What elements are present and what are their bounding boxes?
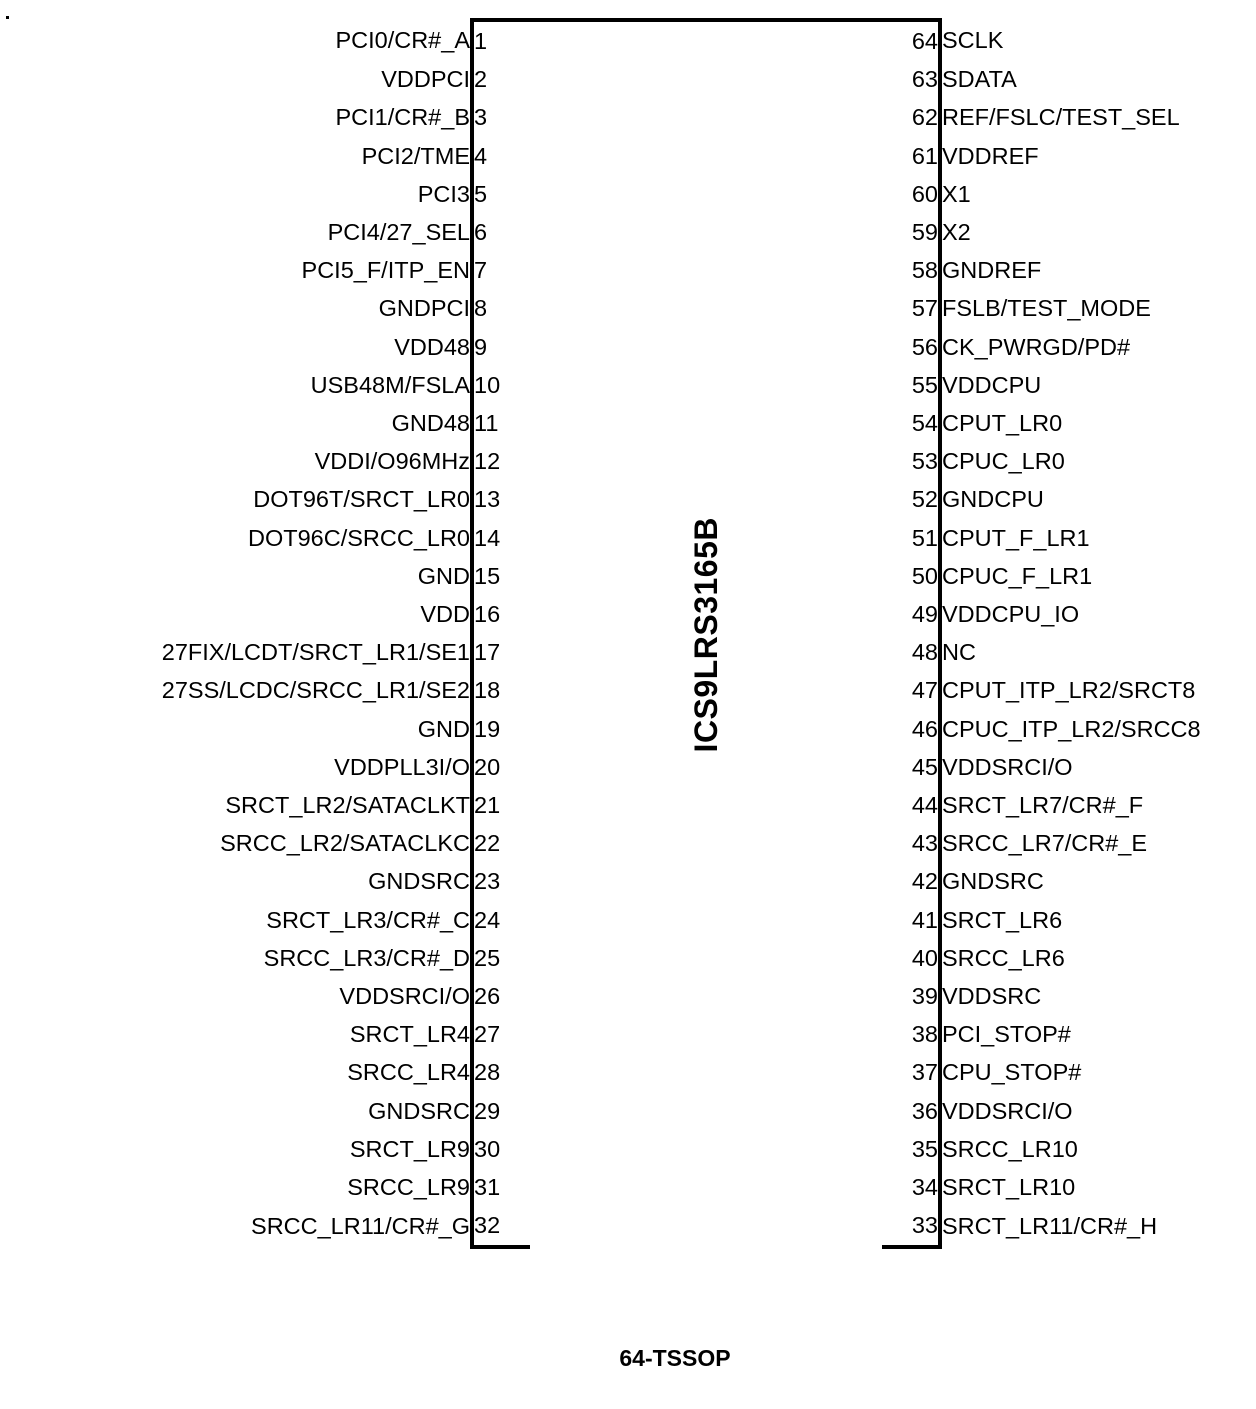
right-pin-name: SRCT_LR6 xyxy=(942,906,1063,933)
right-pin-number: 34 xyxy=(882,1168,940,1206)
right-pin-number: 52 xyxy=(882,480,940,518)
right-pin-name: CK_PWRGD/PD# xyxy=(942,333,1131,360)
right-pin-name: VDDSRCI/O xyxy=(942,753,1073,780)
left-pin-number: 18 xyxy=(472,671,530,709)
right-pin-name: GNDCPU xyxy=(942,486,1044,513)
left-pin-number: 21 xyxy=(472,786,530,824)
left-pin-number: 16 xyxy=(472,595,530,633)
left-pin-name: DOT96C/SRCC_LR0 xyxy=(247,524,470,551)
right-pin-name: X1 xyxy=(942,180,971,207)
left-pin-name: SRCC_LR4 xyxy=(347,1059,470,1086)
right-pin-name: CPUC_ITP_LR2/SRCC8 xyxy=(942,715,1201,742)
left-pin-name: SRCT_LR3/CR#_C xyxy=(266,906,470,933)
right-pin-name: CPU_STOP# xyxy=(942,1059,1082,1086)
pin-row xyxy=(0,20,1256,60)
left-pin-number: 20 xyxy=(472,748,530,786)
left-pin-name: GND xyxy=(417,562,470,589)
right-pin-number: 37 xyxy=(882,1053,940,1091)
right-pin-name: VDDSRC xyxy=(942,983,1042,1010)
right-pin-number: 59 xyxy=(882,213,940,251)
right-pin-name: REF/FSLC/TEST_SEL xyxy=(942,104,1180,131)
right-pin-number: 39 xyxy=(882,977,940,1015)
left-pin-number: 1 xyxy=(472,20,530,60)
left-pin-name: VDDI/O96MHz xyxy=(314,448,470,475)
right-pin-number: 33 xyxy=(882,1206,940,1246)
left-pin-number: 17 xyxy=(472,633,530,671)
left-pin-number: 28 xyxy=(472,1053,530,1091)
right-pin-number: 60 xyxy=(882,175,940,213)
right-pin-name: CPUT_ITP_LR2/SRCT8 xyxy=(942,677,1196,704)
left-pin-name: PCI4/27_SEL xyxy=(327,219,470,246)
right-pin-number: 62 xyxy=(882,98,940,136)
left-pin-name: VDD xyxy=(420,601,470,628)
left-pin-name: GNDPCI xyxy=(378,295,470,322)
left-pin-name: GND48 xyxy=(391,410,470,437)
left-pin-number: 29 xyxy=(472,1092,530,1130)
left-pin-number: 31 xyxy=(472,1168,530,1206)
right-pin-number: 35 xyxy=(882,1130,940,1168)
right-pin-number: 47 xyxy=(882,671,940,709)
right-pin-name: SRCT_LR11/CR#_H xyxy=(942,1213,1158,1240)
right-pin-name: CPUT_LR0 xyxy=(942,410,1063,437)
right-pin-number: 41 xyxy=(882,901,940,939)
right-pin-name: VDDCPU xyxy=(942,371,1042,398)
right-pin-number: 56 xyxy=(882,328,940,366)
right-pin-number: 45 xyxy=(882,748,940,786)
right-pin-number: 49 xyxy=(882,595,940,633)
right-pin-name: FSLB/TEST_MODE xyxy=(942,295,1151,322)
right-pin-name: NC xyxy=(942,639,976,666)
right-pin-number: 40 xyxy=(882,939,940,977)
left-pin-name: VDD48 xyxy=(394,333,470,360)
left-pin-name: SRCC_LR2/SATACLKC xyxy=(220,830,470,857)
left-pin-name: PCI1/CR#_B xyxy=(335,104,470,131)
chip-body xyxy=(530,20,882,1247)
left-pin-number: 5 xyxy=(472,175,530,213)
right-pin-name: GNDSRC xyxy=(942,868,1044,895)
right-pin-name: X2 xyxy=(942,219,971,246)
right-pin-number: 51 xyxy=(882,519,940,557)
left-pin-number: 14 xyxy=(472,519,530,557)
left-pin-name: DOT96T/SRCT_LR0 xyxy=(253,486,470,513)
left-pin-number: 10 xyxy=(472,366,530,404)
left-pin-name: SRCT_LR9 xyxy=(349,1135,470,1162)
left-pin-name: PCI2/TME xyxy=(361,142,470,169)
right-pin-number: 61 xyxy=(882,137,940,175)
right-pin-number: 55 xyxy=(882,366,940,404)
left-pin-name: VDDPLL3I/O xyxy=(334,753,470,780)
right-pin-number: 50 xyxy=(882,557,940,595)
right-pin-name: SRCT_LR7/CR#_F xyxy=(942,792,1144,819)
left-pin-name: GNDSRC xyxy=(368,868,470,895)
left-pin-number: 2 xyxy=(472,60,530,98)
left-pin-number: 9 xyxy=(472,328,530,366)
left-pin-number: 23 xyxy=(472,862,530,900)
right-pin-name: SRCT_LR10 xyxy=(942,1174,1076,1201)
left-pin-name: 27SS/LCDC/SRCC_LR1/SE2 xyxy=(161,677,470,704)
left-pin-number: 32 xyxy=(472,1206,530,1246)
right-pin-name: CPUC_F_LR1 xyxy=(942,562,1093,589)
left-pin-name: 27FIX/LCDT/SRCT_LR1/SE1 xyxy=(161,639,470,666)
right-pin-name: VDDREF xyxy=(942,142,1039,169)
right-pin-name: VDDCPU_IO xyxy=(942,601,1080,628)
left-pin-name: VDDSRCI/O xyxy=(339,983,470,1010)
right-pin-name: CPUC_LR0 xyxy=(942,448,1065,475)
right-pin-name: SCLK xyxy=(942,27,1004,53)
left-pin-number: 24 xyxy=(472,901,530,939)
right-pin-number: 38 xyxy=(882,1015,940,1053)
left-pin-name: GND xyxy=(417,715,470,742)
right-pin-number: 44 xyxy=(882,786,940,824)
left-pin-name: SRCC_LR11/CR#_G xyxy=(251,1213,470,1240)
left-pin-number: 30 xyxy=(472,1130,530,1168)
right-pin-name: SDATA xyxy=(942,66,1017,93)
left-pin-number: 25 xyxy=(472,939,530,977)
left-pin-number: 22 xyxy=(472,824,530,862)
left-pin-name: VDDPCI xyxy=(381,66,470,93)
right-pin-number: 54 xyxy=(882,404,940,442)
right-pin-number: 36 xyxy=(882,1092,940,1130)
left-pin-name: PCI0/CR#_A xyxy=(335,27,470,53)
right-pin-number: 42 xyxy=(882,862,940,900)
left-pin-name: SRCT_LR4 xyxy=(349,1021,470,1048)
right-pin-number: 48 xyxy=(882,633,940,671)
left-pin-number: 19 xyxy=(472,710,530,748)
left-pin-number: 27 xyxy=(472,1015,530,1053)
right-pin-number: 64 xyxy=(882,20,940,60)
left-pin-number: 11 xyxy=(472,404,530,442)
right-pin-name: SRCC_LR7/CR#_E xyxy=(942,830,1148,857)
left-pin-number: 13 xyxy=(472,480,530,518)
right-pin-name: GNDREF xyxy=(942,257,1042,284)
left-pin-number: 15 xyxy=(472,557,530,595)
left-pin-name: SRCT_LR2/SATACLKT xyxy=(225,792,470,819)
right-pin-number: 63 xyxy=(882,60,940,98)
right-pin-name: VDDSRCI/O xyxy=(942,1097,1073,1124)
chip-name-text: ICS9LRS3165B xyxy=(687,516,724,752)
pinout-table xyxy=(0,18,1256,1249)
left-pin-number: 8 xyxy=(472,289,530,327)
left-pin-number: 6 xyxy=(472,213,530,251)
right-pin-name: PCI_STOP# xyxy=(942,1021,1071,1048)
right-pin-name: SRCC_LR10 xyxy=(942,1135,1078,1162)
left-pin-name: USB48M/FSLA xyxy=(310,371,470,398)
chip-name-label xyxy=(530,22,882,1247)
left-pin-name: SRCC_LR3/CR#_D xyxy=(263,944,470,971)
right-pin-name: CPUT_F_LR1 xyxy=(942,524,1090,551)
left-pin-number: 3 xyxy=(472,98,530,136)
package-type-label: 64-TSSOP xyxy=(619,1345,731,1371)
right-pin-number: 58 xyxy=(882,251,940,289)
left-pin-name: SRCC_LR9 xyxy=(347,1174,470,1201)
left-pin-number: 12 xyxy=(472,442,530,480)
right-pin-number: 57 xyxy=(882,289,940,327)
right-pin-number: 53 xyxy=(882,442,940,480)
right-pin-name: SRCC_LR6 xyxy=(942,944,1065,971)
left-pin-name: PCI3 xyxy=(417,180,470,207)
pinout-table-wrapper xyxy=(0,18,1256,1249)
left-pin-name: GNDSRC xyxy=(368,1097,470,1124)
left-pin-name: PCI5_F/ITP_EN xyxy=(301,257,470,284)
right-pin-number: 43 xyxy=(882,824,940,862)
left-pin-number: 26 xyxy=(472,977,530,1015)
left-pin-number: 4 xyxy=(472,137,530,175)
right-pin-number: 46 xyxy=(882,710,940,748)
left-pin-number: 7 xyxy=(472,251,530,289)
